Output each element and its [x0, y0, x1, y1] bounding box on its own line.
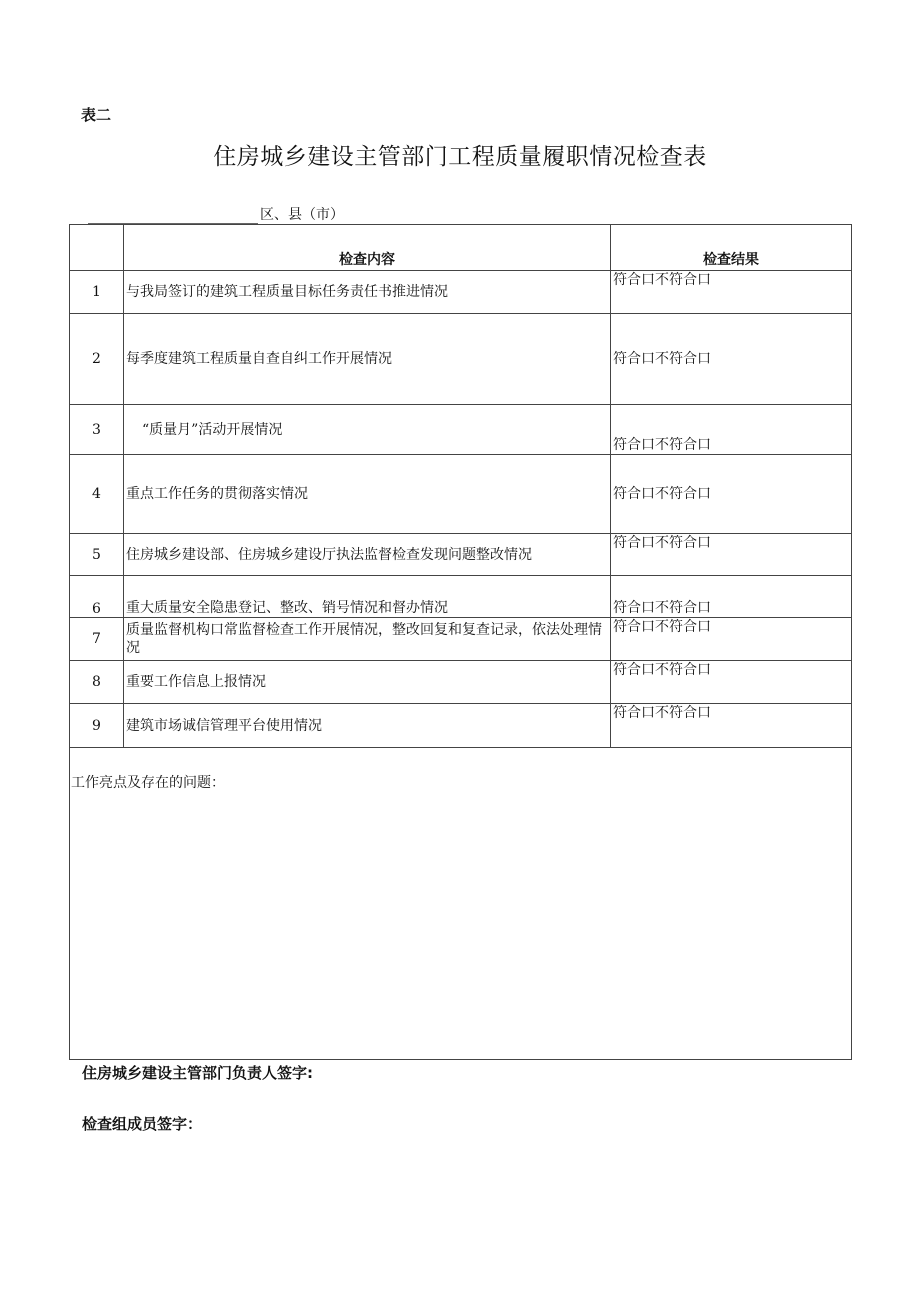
row-result-checkbox[interactable]: 符合口不符合口 — [611, 455, 852, 534]
notes-label: 工作亮点及存在的问题： — [71, 775, 225, 791]
row-result-checkbox[interactable]: 符合口不符合口 — [611, 576, 852, 618]
row-number: 9 — [70, 704, 124, 748]
row-number: 2 — [70, 314, 124, 405]
members-signature-label: 检查组成员签字： — [82, 1115, 203, 1133]
inspection-table — [69, 224, 852, 1060]
table-row — [70, 704, 852, 748]
table-row — [70, 534, 852, 576]
notes-area[interactable] — [70, 748, 852, 1060]
district-blank-field[interactable] — [88, 210, 258, 224]
row-content: 重大质量安全隐患登记、整改、销号情况和督办情况 — [124, 576, 611, 618]
row-content: “质量月”活动开展情况 — [124, 405, 611, 455]
page-title: 住房城乡建设主管部门工程质量履职情况检查表 — [213, 144, 707, 170]
district-suffix: 区、县（市） — [260, 207, 344, 223]
notes-row — [70, 748, 852, 1060]
row-number: 8 — [70, 661, 124, 704]
district-line — [88, 204, 344, 224]
header-content: 检查内容 — [124, 225, 611, 271]
row-content: 与我局签订的建筑工程质量目标任务责任书推进情况 — [124, 271, 611, 314]
row-result-checkbox[interactable]: 符合口不符合口 — [611, 704, 852, 748]
table-row — [70, 271, 852, 314]
table-row — [70, 455, 852, 534]
table-row — [70, 314, 852, 405]
row-result-checkbox[interactable]: 符合口不符合口 — [611, 405, 852, 455]
row-number: 6 — [70, 576, 124, 618]
table-header-row — [70, 225, 852, 271]
row-content: 每季度建筑工程质量自查自纠工作开展情况 — [124, 314, 611, 405]
row-result-checkbox[interactable]: 符合口不符合口 — [611, 314, 852, 405]
row-content: 建筑市场诚信管理平台使用情况 — [124, 704, 611, 748]
table-row — [70, 618, 852, 661]
row-result-checkbox[interactable]: 符合口不符合口 — [611, 661, 852, 704]
row-number: 1 — [70, 271, 124, 314]
table-row — [70, 661, 852, 704]
table-row — [70, 576, 852, 618]
table-row — [70, 405, 852, 455]
row-number: 7 — [70, 618, 124, 661]
row-result-checkbox[interactable]: 符合口不符合口 — [611, 618, 852, 661]
table-label: 表二 — [81, 106, 112, 124]
header-result: 检查结果 — [611, 225, 852, 271]
row-content: 重点工作任务的贯彻落实情况 — [124, 455, 611, 534]
header-num — [70, 225, 124, 271]
row-number: 4 — [70, 455, 124, 534]
row-result-checkbox[interactable]: 符合口不符合口 — [611, 271, 852, 314]
row-number: 3 — [70, 405, 124, 455]
row-number: 5 — [70, 534, 124, 576]
row-content: 住房城乡建设部、住房城乡建设厅执法监督检查发现问题整改情况 — [124, 534, 611, 576]
row-result-checkbox[interactable]: 符合口不符合口 — [611, 534, 852, 576]
row-content: 质量监督机构口常监督检查工作开展情况，整改回复和复查记录，依法处理情况 — [124, 618, 611, 661]
row-content: 重要工作信息上报情况 — [124, 661, 611, 704]
leader-signature-label: 住房城乡建设主管部门负责人签字: — [82, 1064, 314, 1082]
